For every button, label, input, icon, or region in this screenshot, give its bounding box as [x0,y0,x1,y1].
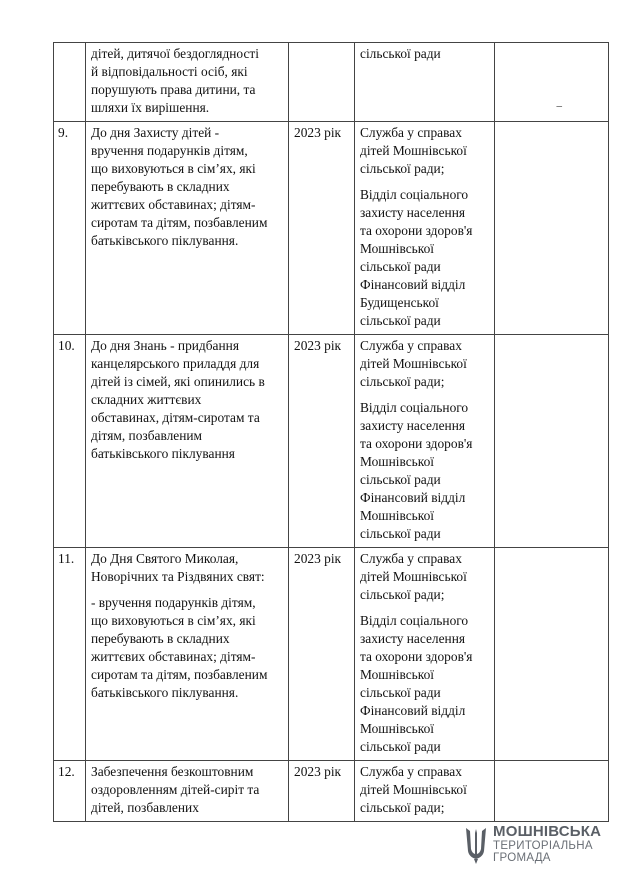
note-cell [495,548,609,761]
table-row [54,548,609,761]
measure-cell [86,548,289,761]
term-cell [289,43,355,122]
table-row [54,335,609,548]
logo-line-1: МОШНІВСЬКА [493,823,602,840]
trident-icon [463,825,489,865]
term-cell: 2023 рік [289,548,355,761]
program-table [53,42,609,822]
logo-line-2: ТЕРИТОРІАЛЬНА [493,840,593,852]
row-number [54,43,86,122]
executor-text: Служба у справах дітей Мошнівської сільської ради; [360,338,467,389]
executors-cell [355,548,495,761]
row-number: 10. [54,335,86,548]
executor-text: Служба у справах дітей Мошнівської сільської ради; [360,764,467,815]
executors-cell [355,122,495,335]
row-number: 12. [54,761,86,822]
note-cell [495,761,609,822]
executor-text: Служба у справах дітей Мошнівської сільської ради; [360,125,467,176]
executors-cell [355,335,495,548]
measure-text: До дня Знань - придбання канцелярського приладдя для дітей із сімей, які опинились в складних життєвих обставинах, дітям-сиротам та дітям, позбавленим батьківського піклування [91,338,265,461]
measure-text: До Дня Святого Миколая, Новорічних та Різдвяних свят: [91,551,265,584]
note-cell [495,43,609,122]
measure-text: Забезпечення безкоштовним оздоровленням дітей-сиріт та дітей, позбавлених [91,764,260,815]
measure-cell [86,122,289,335]
term-cell: 2023 рік [289,122,355,335]
measure-cell [86,335,289,548]
executor-text: Служба у справах дітей Мошнівської сільської ради; [360,551,467,602]
measure-text: - вручення подарунків дітям, що виховуються в сім’ях, які перебувають в складних життєвих обставинах; дітям- сиротам та дітям, позбавленим батьківського піклування. [91,595,268,700]
executor-text: сільської ради [360,46,441,61]
note-cell [495,335,609,548]
note-text: – [556,100,562,112]
executor-text: Відділ соціального захисту населення та охорони здоров'я Мошнівської сільської ради Фінансовий відділ Мошнівської сільської ради [360,613,473,754]
table-row [54,122,609,335]
row-number: 9. [54,122,86,335]
executor-text: Відділ соціального захисту населення та охорони здоров'я Мошнівської сільської ради Фінансовий відділ Будищенської сільської ради [360,187,473,328]
logo-line-3: ГРОМАДА [493,852,551,864]
term-cell: 2023 рік [289,335,355,548]
term-cell: 2023 рік [289,761,355,822]
community-logo [463,823,613,867]
measure-cell [86,761,289,822]
table-row [54,43,609,122]
executors-cell [355,761,495,822]
row-number: 11. [54,548,86,761]
table-row [54,761,609,822]
measure-cell [86,43,289,122]
executors-cell [355,43,495,122]
executor-text: Відділ соціального захисту населення та охорони здоров'я Мошнівської сільської ради Фінансовий відділ Мошнівської сільської ради [360,400,473,541]
measure-text: дітей, дитячої бездоглядності й відповідальності осіб, які порушують права дитини, та шляхи їх вирішення. [91,46,259,115]
measure-text: До дня Захисту дітей - вручення подарунків дітям, що виховуються в сім’ях, які перебувають в складних життєвих обставинах; дітям- сиротам та дітям, позбавленим батьківського піклування. [91,125,268,248]
note-cell [495,122,609,335]
